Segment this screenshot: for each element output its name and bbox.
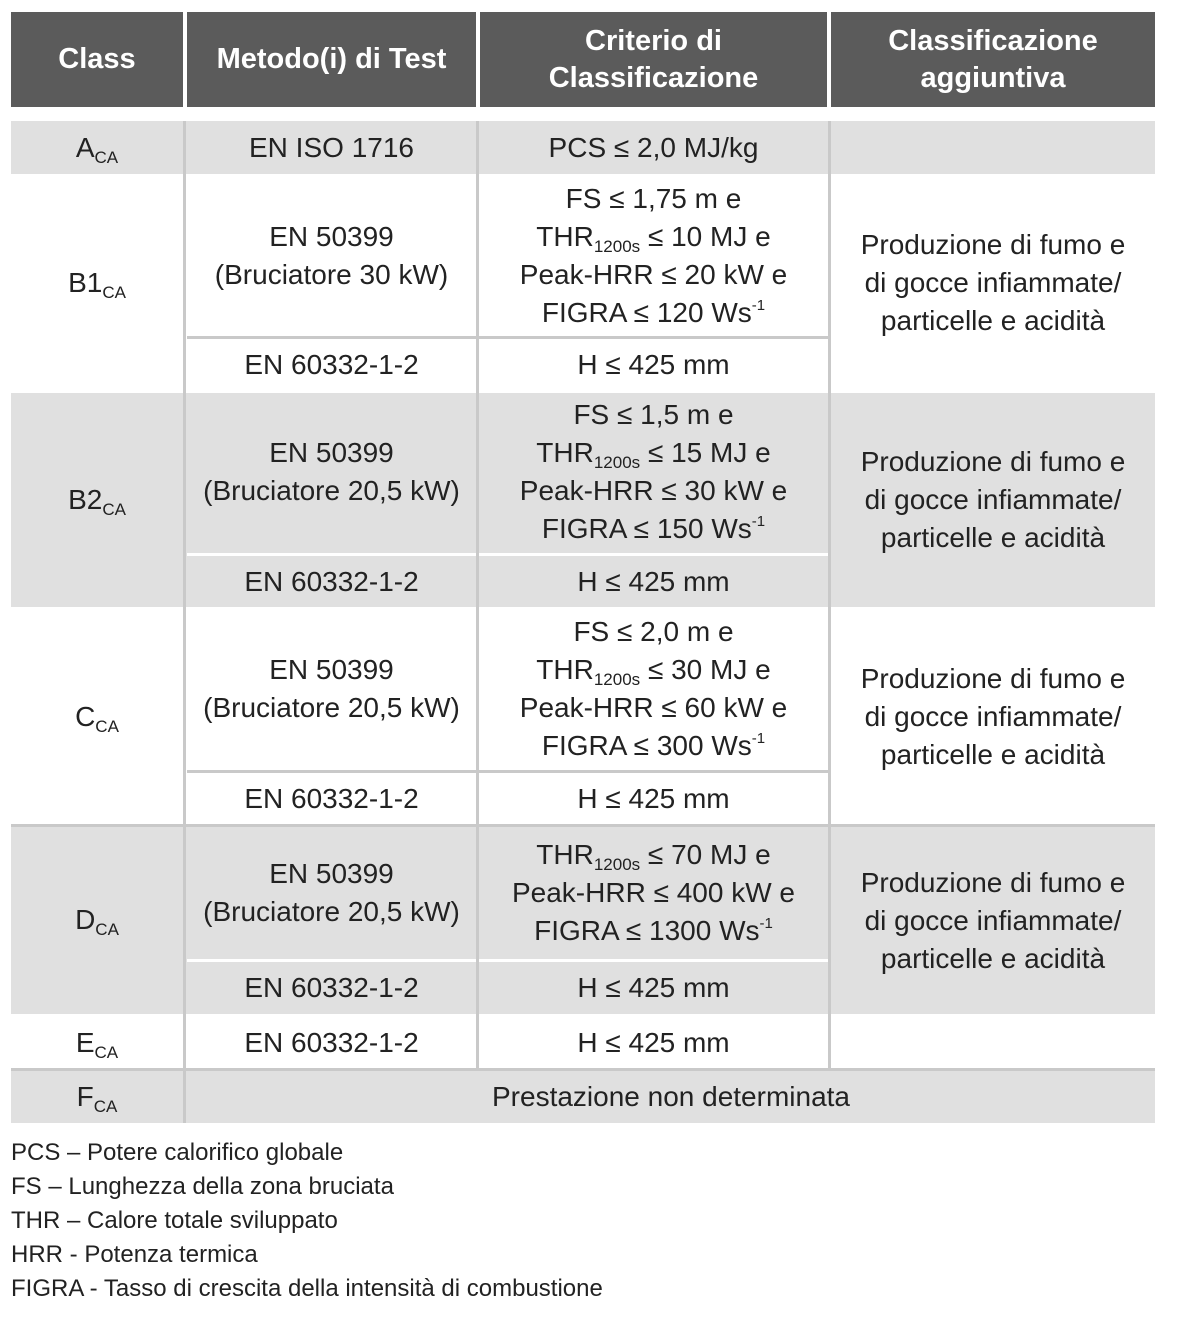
additional-line: di gocce infiammate/ xyxy=(864,905,1122,936)
criteria-cell xyxy=(480,175,827,336)
additional-line: di gocce infiammate/ xyxy=(864,700,1122,732)
method-cell xyxy=(187,339,476,391)
criteria-line: FIGRA ≤ 1300 $Ws^{-1}$ xyxy=(534,915,773,946)
method-line: (Bruciatore 20,5 kW) xyxy=(203,475,460,506)
criteria-cell xyxy=(480,1017,827,1069)
legend-item: HRR - Potenza termica xyxy=(11,1241,258,1268)
header-method xyxy=(187,12,476,107)
criteria-cell xyxy=(480,391,827,553)
method-line: EN 50399 xyxy=(269,437,394,468)
criteria-line: FIGRA ≤ 300 $Ws^{-1}$ xyxy=(541,730,766,761)
criteria-line: FIGRA ≤ 150 $Ws^{-1}$ xyxy=(541,513,766,544)
criteria-cell xyxy=(480,556,827,608)
method-cell xyxy=(187,556,476,608)
class-label: $B2_{CA}$ xyxy=(68,483,126,519)
criteria-label: H ≤ 425 mm xyxy=(577,783,730,814)
criteria-cell xyxy=(480,827,827,959)
header-additional-line: aggiuntiva xyxy=(920,61,1066,94)
header-class xyxy=(11,12,183,107)
class-label: $F_{CA}$ xyxy=(76,1081,118,1116)
method-cell xyxy=(187,827,476,959)
header-criteria xyxy=(480,12,827,107)
column-separator xyxy=(183,121,186,1123)
class-label: $B1_{CA}$ xyxy=(68,267,126,302)
method-line: (Bruciatore 20,5 kW) xyxy=(203,896,460,927)
criteria-cell xyxy=(480,121,827,175)
class-label: $C_{CA}$ xyxy=(75,700,119,736)
additional-cell xyxy=(831,608,1155,825)
class-label: $D_{CA}$ xyxy=(75,904,119,939)
class-cell xyxy=(11,121,183,175)
header-method-label: Metodo(i) di Test xyxy=(216,43,447,75)
criteria-line: FS ≤ 2,0 m e xyxy=(573,616,734,647)
method-cell xyxy=(187,962,476,1014)
legend-item: THR – Calore totale sviluppato xyxy=(11,1207,338,1234)
class-cell xyxy=(11,1071,183,1123)
criteria-line: Peak-HRR ≤ 400 kW e xyxy=(511,877,795,908)
criteria-line: $THR_{1200s} \le 70$ MJ e xyxy=(536,839,771,874)
criteria-line: $THR_{1200s} \le 30$ MJ e xyxy=(536,654,771,689)
header-criteria-line: Criterio di xyxy=(585,24,722,57)
method-cell xyxy=(187,773,476,825)
additional-cell xyxy=(831,827,1155,1015)
method-line: (Bruciatore 30 kW) xyxy=(214,258,449,290)
method-label: EN 60332-1-2 xyxy=(244,349,419,380)
criteria-label: PCS ≤ 2,0 MJ/kg xyxy=(548,132,759,163)
criteria-label: H ≤ 425 mm xyxy=(577,1027,730,1058)
class-cell xyxy=(11,391,183,608)
method-line: EN 50399 xyxy=(269,654,394,685)
additional-cell xyxy=(831,175,1155,391)
criteria-line: FS ≤ 1,5 m e xyxy=(573,399,734,430)
header-class-label: Class xyxy=(58,43,136,75)
method-cell xyxy=(187,121,476,175)
method-cell xyxy=(187,391,476,553)
method-line: EN 50399 xyxy=(269,220,394,252)
additional-line: di gocce infiammate/ xyxy=(864,267,1122,298)
method-label: EN 60332-1-2 xyxy=(244,1027,419,1058)
criteria-label: H ≤ 425 mm xyxy=(577,349,730,380)
additional-line: di gocce infiammate/ xyxy=(864,483,1122,515)
class-cell xyxy=(11,175,183,391)
class-label: $E_{CA}$ xyxy=(75,1027,119,1062)
criteria-line: FIGRA ≤ 120 $Ws^{-1}$ xyxy=(541,296,766,328)
criteria-label: H ≤ 425 mm xyxy=(577,972,730,1003)
criteria-line: $THR_{1200s} \le 10$ MJ e xyxy=(536,220,771,256)
criteria-line: $THR_{1200s} \le 15$ MJ e xyxy=(536,437,771,472)
method-cell xyxy=(187,1017,476,1069)
method-line: (Bruciatore 20,5 kW) xyxy=(203,692,460,723)
additional-line: particelle e acidità xyxy=(880,738,1106,770)
criteria-line: FS ≤ 1,75 m e xyxy=(565,182,742,214)
column-separator xyxy=(476,121,479,1069)
method-label: EN 60332-1-2 xyxy=(244,972,419,1003)
legend-item: PCS – Potere calorifico globale xyxy=(11,1139,344,1166)
criteria-label: H ≤ 425 mm xyxy=(577,566,730,597)
method-line: EN 50399 xyxy=(269,858,394,889)
additional-cell xyxy=(831,391,1155,608)
method-label: EN 60332-1-2 xyxy=(244,783,419,814)
additional-line: particelle e acidità xyxy=(880,521,1106,553)
additional-line: Produzione di fumo e xyxy=(860,662,1126,694)
additional-line: particelle e acidità xyxy=(880,943,1106,974)
class-cell xyxy=(11,608,183,825)
additional-line: particelle e acidità xyxy=(880,305,1106,336)
criteria-cell xyxy=(480,339,827,391)
merged-performance-label: Prestazione non determinata xyxy=(492,1081,850,1112)
additional-line: Produzione di fumo e xyxy=(860,867,1126,898)
merged-performance-cell xyxy=(187,1071,1155,1123)
method-label: EN ISO 1716 xyxy=(249,132,414,163)
criteria-cell xyxy=(480,773,827,825)
criteria-line: Peak-HRR ≤ 60 kW e xyxy=(519,692,788,723)
header-additional xyxy=(831,12,1155,107)
header-additional-line: Classificazione xyxy=(888,24,1098,57)
method-cell xyxy=(187,175,476,336)
criteria-line: Peak-HRR ≤ 20 kW e xyxy=(519,258,788,290)
criteria-cell xyxy=(480,962,827,1014)
legend-item: FIGRA - Tasso di crescita della intensità di combustione xyxy=(11,1275,603,1302)
method-label: EN 60332-1-2 xyxy=(244,566,419,597)
legend xyxy=(11,1136,603,1306)
additional-line: Produzione di fumo e xyxy=(860,445,1126,477)
additional-line: Produzione di fumo e xyxy=(860,229,1126,260)
class-label: $A_{CA}$ xyxy=(75,132,119,167)
criteria-cell xyxy=(480,608,827,770)
criteria-line: Peak-HRR ≤ 30 kW e xyxy=(519,475,788,506)
legend-item: FS – Lunghezza della zona bruciata xyxy=(11,1173,394,1200)
class-cell xyxy=(11,1017,183,1069)
class-cell xyxy=(11,825,183,1015)
method-cell xyxy=(187,608,476,770)
header-criteria-line: Classificazione xyxy=(548,61,759,94)
